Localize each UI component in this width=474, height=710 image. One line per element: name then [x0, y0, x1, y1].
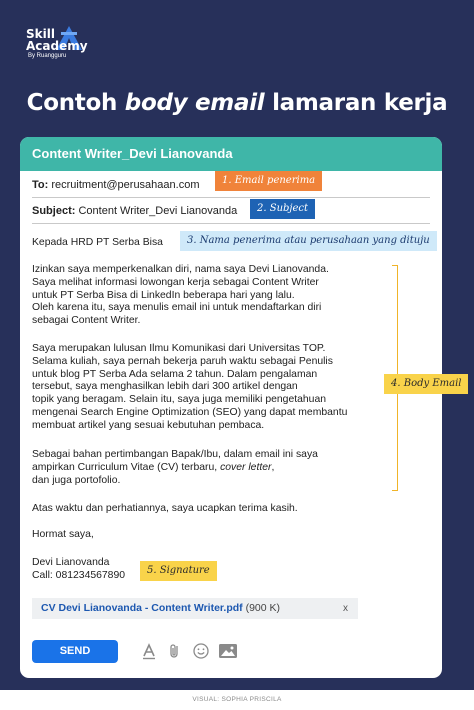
- send-button[interactable]: SEND: [32, 640, 118, 663]
- closing-line: Hormat saya,: [32, 529, 94, 540]
- title-emphasis: body email: [124, 90, 265, 116]
- annotation-email-penerima: 1. Email penerima: [215, 171, 322, 191]
- to-label: To:: [32, 179, 49, 191]
- subject-label: Subject:: [32, 205, 76, 217]
- brand-name-line2: Academy: [26, 39, 88, 53]
- title-suffix: lamaran kerja: [264, 90, 448, 116]
- annotation-subject: 2. Subject: [250, 199, 315, 219]
- image-icon[interactable]: [218, 642, 238, 660]
- signature-phone: Call: 081234567890: [32, 570, 126, 581]
- brand-name-line1: Skill: [26, 27, 55, 41]
- greeting-line: Kepada HRD PT Serba Bisa: [32, 237, 163, 248]
- attachment-chip[interactable]: [32, 598, 358, 619]
- annotation-body-email: 4. Body Email: [384, 374, 468, 394]
- page-title: [0, 90, 474, 116]
- body-paragraph-3: [32, 449, 318, 487]
- brand-subtitle: By Ruangguru: [28, 53, 67, 59]
- title-prefix: Contoh: [26, 90, 125, 116]
- annotation-signature: 5. Signature: [140, 561, 217, 581]
- compose-header-subject: Content Writer_Devi Lianovanda: [20, 137, 442, 171]
- attachment-icon[interactable]: [166, 642, 184, 660]
- visual-credit: VISUAL: SOPHIA PRISCILA: [192, 696, 282, 703]
- to-value[interactable]: recruitment@perusahaan.com: [51, 179, 200, 191]
- para3-italic: cover letter: [220, 461, 272, 473]
- signature-name: Devi Lianovanda: [32, 557, 110, 568]
- font-format-icon[interactable]: [140, 642, 158, 660]
- emoji-icon[interactable]: [192, 642, 210, 660]
- email-compose-window: [20, 137, 442, 678]
- para3-text-b: , dan juga portofolio.: [32, 461, 275, 486]
- body-paragraph-2: Saya merupakan lulusan Ilmu Komunikasi dari Universitas TOP. Selama kuliah, saya pernah bekerja paruh waktu sebagai Penulis untuk blog PT Serba Ada selama 2 tahun. Dalam pengalaman tersebut, saya menghasilkan lebih dari 300 artikel dengan topik yang beragam. Selain itu, saya juga memiliki pengetahuan mengenai Search Engine Optimization (SEO) yang dapat membantu membuat artikel yang sesuai kebutuhan pembaca.: [32, 343, 348, 431]
- body-paragraph-4: Atas waktu dan perhatiannya, saya ucapkan terima kasih.: [32, 503, 298, 514]
- subject-field[interactable]: [32, 199, 430, 224]
- body-paragraph-1: Izinkan saya memperkenalkan diri, nama saya Devi Lianovanda. Saya melihat informasi lowongan kerja sebagai Content Writer untuk PT Serba Bisa di LinkedIn beberapa hari yang lalu. Oleh karena itu, saya menulis email ini untuk mendaftarkan diri sebagai Content Writer.: [32, 264, 329, 327]
- skill-academy-logo: [26, 28, 88, 59]
- remove-attachment-icon[interactable]: x: [343, 603, 348, 614]
- attachment-name[interactable]: CV Devi Lianovanda - Content Writer.pdf: [41, 602, 243, 614]
- para3-text-a: Sebagai bahan pertimbangan Bapak/Ibu, dalam email ini saya ampirkan Curriculum Vitae (CV) terbaru,: [32, 449, 318, 473]
- annotation-nama-penerima: 3. Nama penerima atau perusahaan yang dituju: [180, 231, 437, 251]
- attachment-size: (900 K): [245, 602, 281, 614]
- subject-value[interactable]: Content Writer_Devi Lianovanda: [78, 205, 238, 217]
